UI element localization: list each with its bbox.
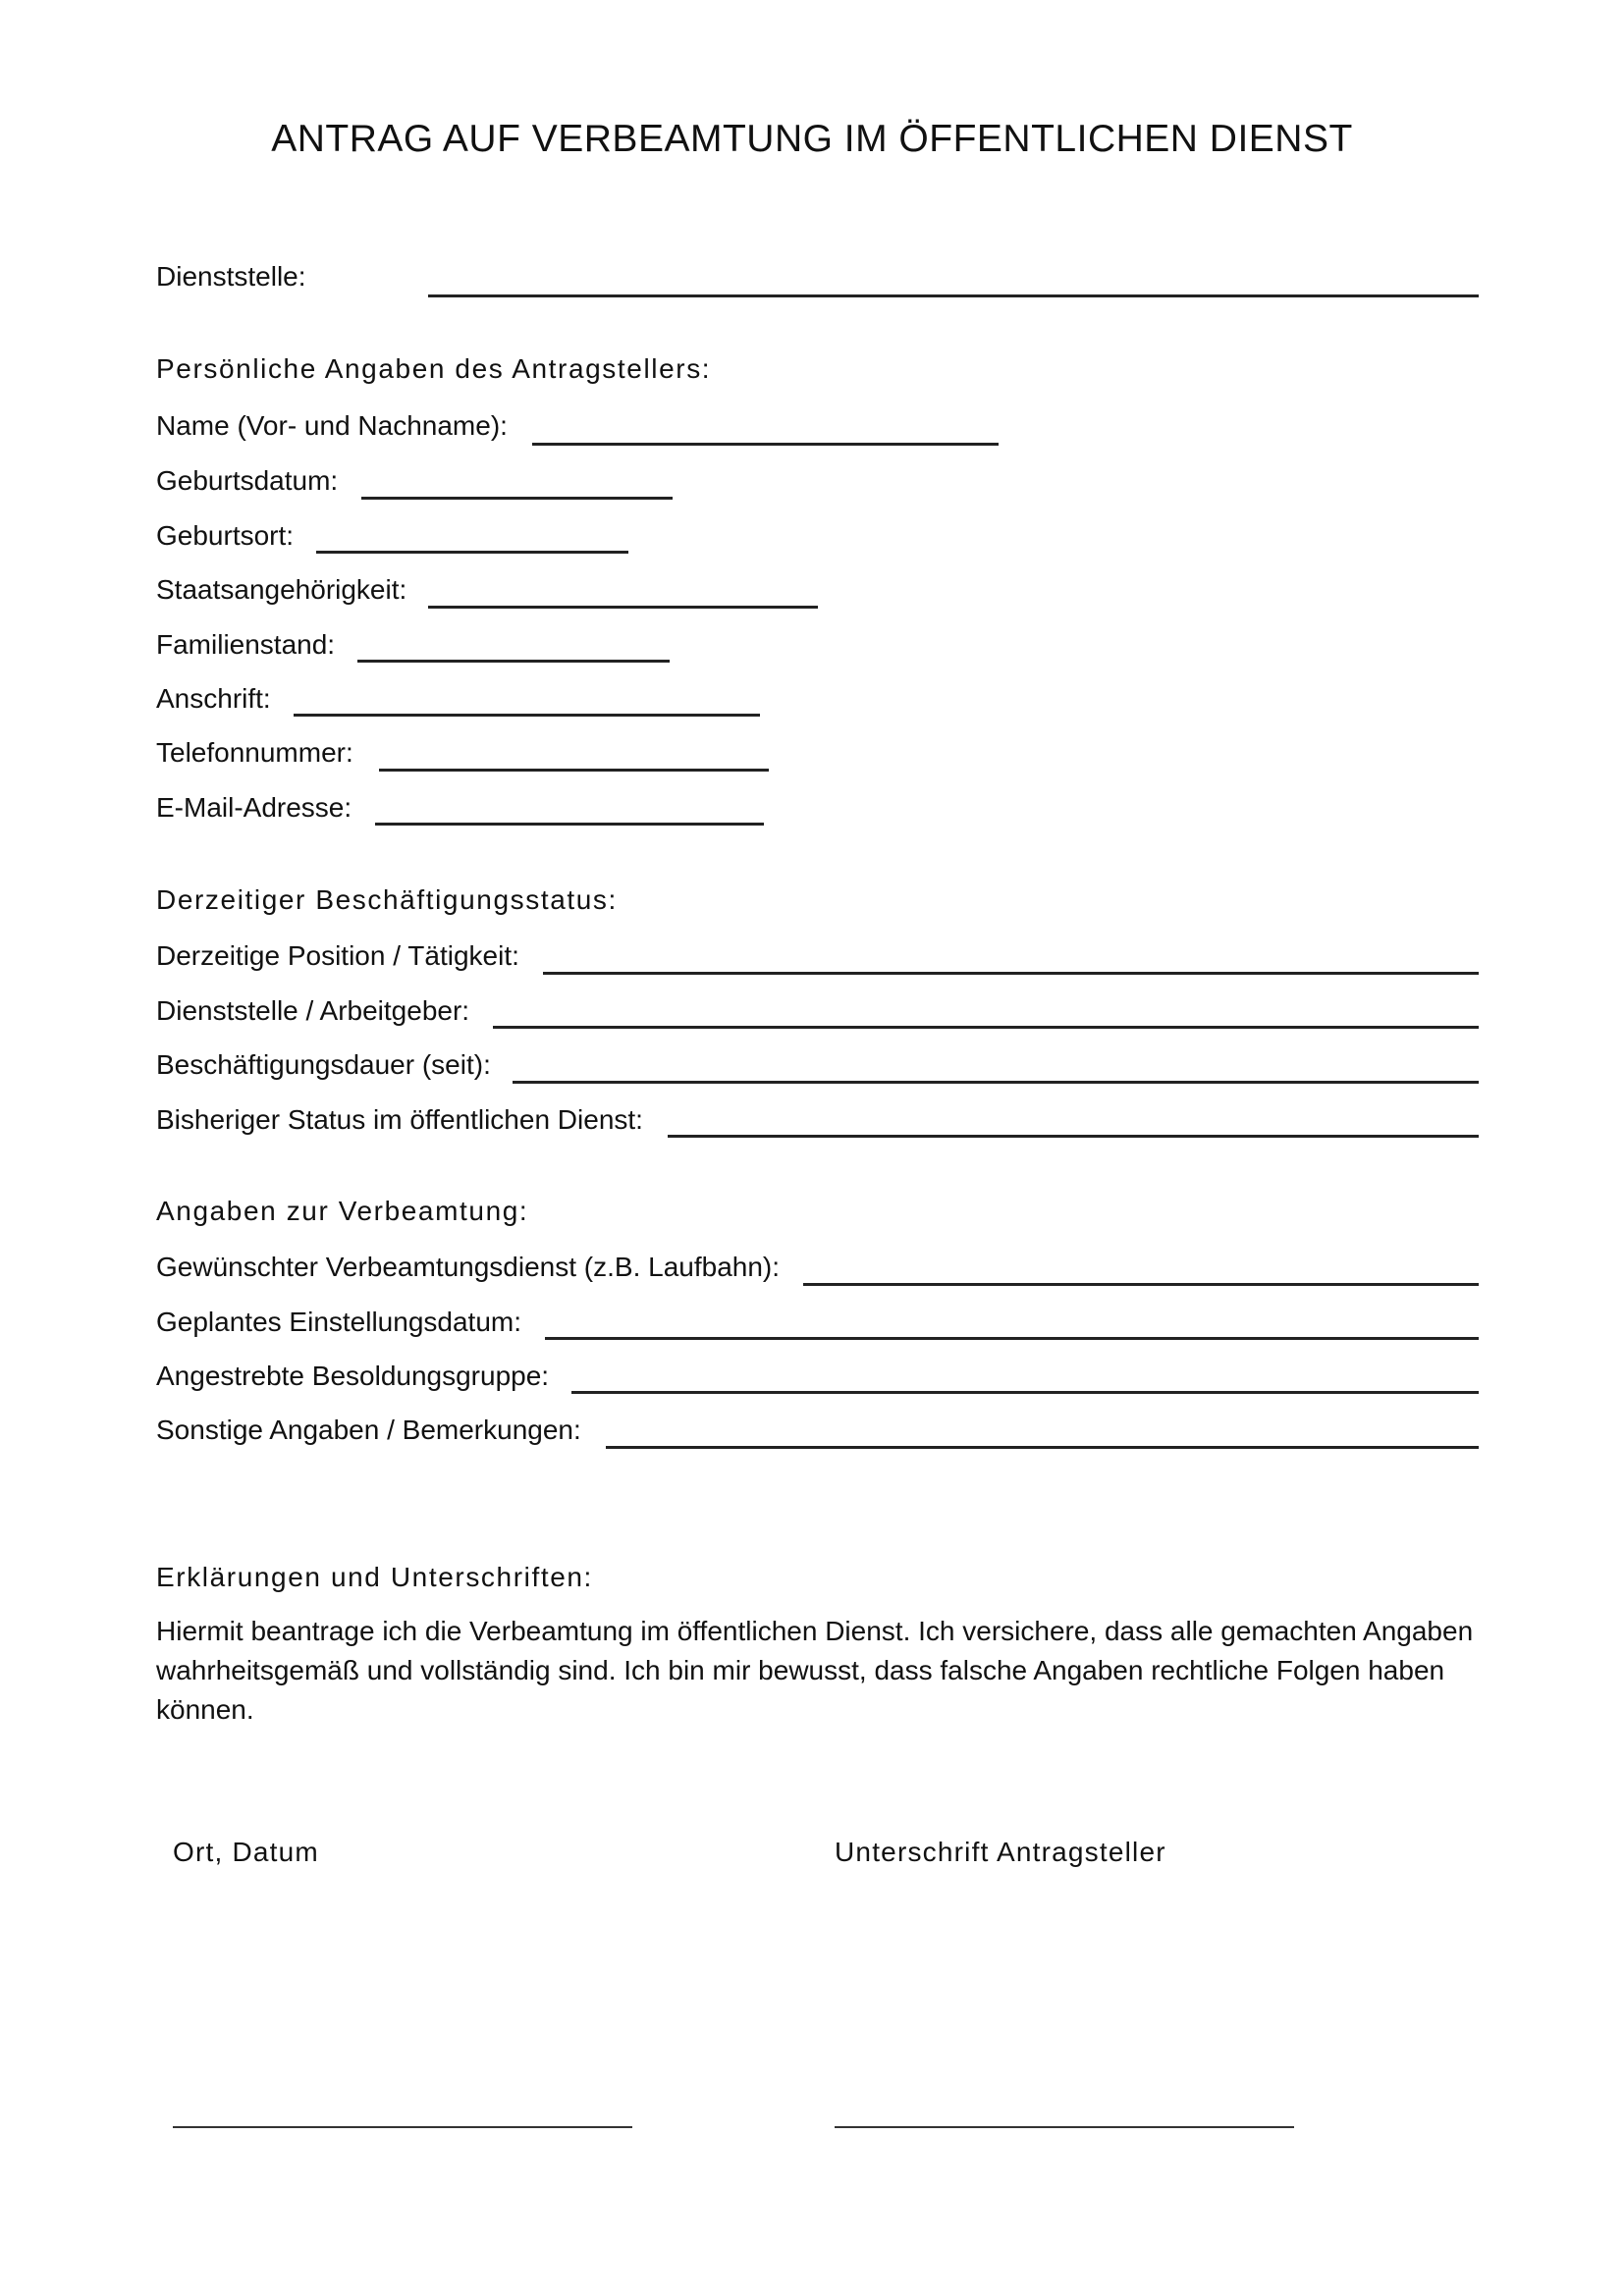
name-label: Name (Vor- und Nachname): [156, 410, 508, 441]
planned-start-date-field[interactable] [545, 1337, 1479, 1340]
phone-field[interactable] [379, 769, 769, 772]
form-title: ANTRAG AUF VERBEAMTUNG IM ÖFFENTLICHEN DIENST [271, 118, 1353, 160]
birthplace-label: Geburtsort: [156, 520, 295, 551]
birthplace-field[interactable] [316, 551, 628, 554]
remarks-label: Sonstige Angaben / Bemerkungen: [156, 1415, 581, 1445]
employer-field[interactable] [493, 1026, 1479, 1029]
place-date-line[interactable] [173, 2126, 632, 2128]
desired-service-field[interactable] [803, 1283, 1479, 1286]
address-label: Anschrift: [156, 683, 271, 714]
employment-duration-field[interactable] [513, 1081, 1479, 1084]
place-date-caption: Ort, Datum [173, 1837, 319, 1867]
employment-duration-label: Beschäftigungsdauer (seit): [156, 1049, 491, 1080]
address-field[interactable] [294, 714, 760, 717]
previous-status-label: Bisheriger Status im öffentlichen Dienst: [156, 1104, 643, 1135]
nationality-field[interactable] [428, 606, 818, 609]
marital-status-label: Familienstand: [156, 629, 336, 660]
email-label: E-Mail-Adresse: [156, 792, 352, 823]
desired-service-label: Gewünschter Verbeamtungsdienst (z.B. Laufbahn): [156, 1252, 781, 1282]
previous-status-field[interactable] [668, 1135, 1479, 1138]
declaration-section-heading: Erklärungen und Unterschriften: [156, 1562, 593, 1592]
signature-line[interactable] [835, 2126, 1294, 2128]
dienststelle-field[interactable] [428, 294, 1479, 297]
name-field[interactable] [532, 443, 999, 446]
marital-status-field[interactable] [357, 660, 670, 663]
planned-start-date-label: Geplantes Einstellungsdatum: [156, 1307, 521, 1337]
pay-grade-field[interactable] [571, 1391, 1479, 1394]
employment-section-heading: Derzeitiger Beschäftigungsstatus: [156, 884, 618, 915]
declaration-text: Hiermit beantrage ich die Verbeamtung im öffentlichen Dienst. Ich versichere, dass alle gemachten Angaben wahrheitsgemäß und vollständig sind. Ich bin mir bewusst, dass falsche Angaben rechtliche Folgen haben können. [156, 1616, 1474, 1725]
current-position-label: Derzeitige Position / Tätigkeit: [156, 940, 519, 971]
signature-caption: Unterschrift Antragsteller [835, 1837, 1166, 1867]
current-position-field[interactable] [543, 972, 1479, 975]
email-field[interactable] [375, 823, 764, 826]
personal-section-heading: Persönliche Angaben des Antragstellers: [156, 353, 712, 384]
birthdate-field[interactable] [361, 497, 673, 500]
birthdate-label: Geburtsdatum: [156, 465, 339, 496]
dienststelle-label: Dienststelle: [156, 261, 306, 292]
appointment-section-heading: Angaben zur Verbeamtung: [156, 1196, 529, 1226]
nationality-label: Staatsangehörigkeit: [156, 574, 407, 605]
phone-label: Telefonnummer: [156, 737, 353, 768]
employer-label: Dienststelle / Arbeitgeber: [156, 995, 470, 1026]
pay-grade-label: Angestrebte Besoldungsgruppe: [156, 1361, 550, 1391]
remarks-field[interactable] [606, 1446, 1479, 1449]
